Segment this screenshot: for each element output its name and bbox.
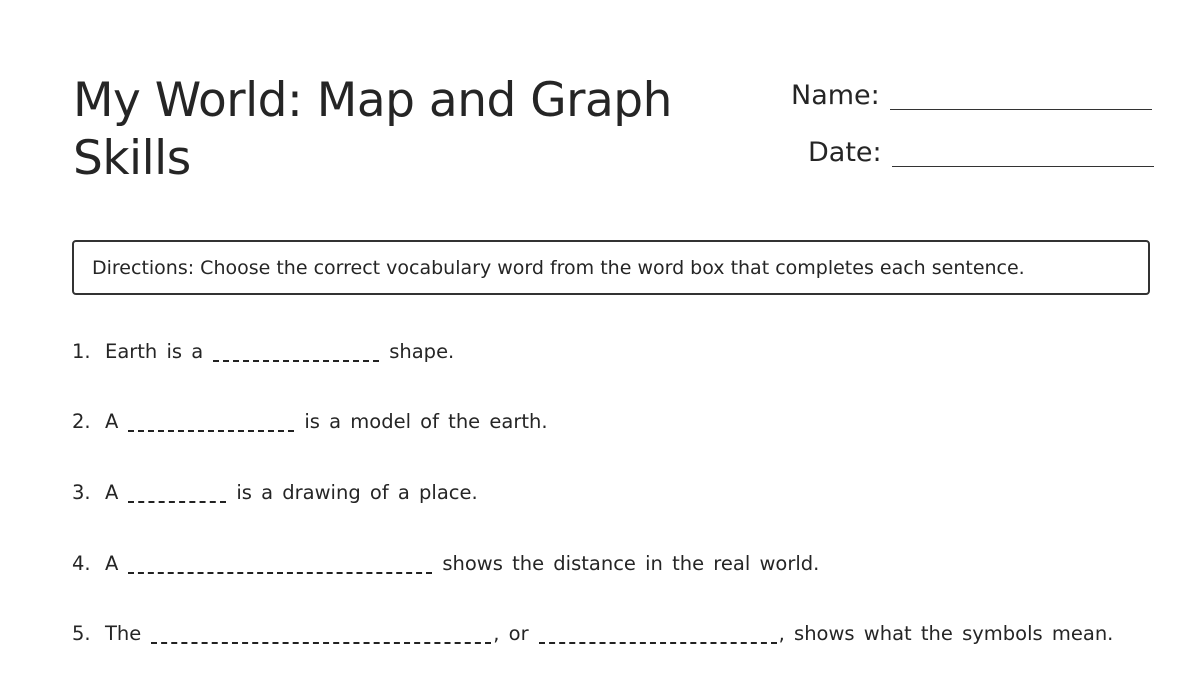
question-text-before: Earth is a <box>105 340 204 363</box>
date-field[interactable] <box>808 137 1154 169</box>
answer-blank[interactable] <box>151 642 491 644</box>
question-text-middle: , or <box>493 622 529 645</box>
question-text-after: shows the distance in the real world. <box>442 552 820 575</box>
name-label: Name: <box>791 80 880 111</box>
question-2 <box>72 410 548 433</box>
date-blank-line[interactable] <box>892 166 1154 167</box>
question-number: 4. <box>72 552 91 575</box>
question-number: 3. <box>72 481 91 504</box>
directions-text: Directions: Choose the correct vocabulary word from the word box that completes each sentence. <box>92 256 1025 279</box>
question-text-before: The <box>105 622 142 645</box>
question-text-after: shape. <box>389 340 455 363</box>
question-3 <box>72 481 478 504</box>
question-number: 2. <box>72 410 91 433</box>
question-5 <box>72 622 1113 645</box>
directions-box <box>72 240 1150 295</box>
answer-blank[interactable] <box>213 360 379 362</box>
question-text-before: A <box>105 552 119 575</box>
question-text-after: is a model of the earth. <box>304 410 548 433</box>
answer-blank[interactable] <box>128 430 294 432</box>
question-text-after: is a drawing of a place. <box>236 481 478 504</box>
name-blank-line[interactable] <box>890 109 1152 110</box>
question-4 <box>72 552 819 575</box>
question-number: 5. <box>72 622 91 645</box>
worksheet-title: My World: Map and Graph Skills <box>73 73 672 186</box>
question-text-before: A <box>105 481 119 504</box>
answer-blank[interactable] <box>539 642 777 644</box>
answer-blank[interactable] <box>128 501 226 503</box>
answer-blank[interactable] <box>128 572 432 574</box>
question-text-before: A <box>105 410 119 433</box>
question-1 <box>72 340 454 363</box>
question-text-after: , shows what the symbols mean. <box>778 622 1114 645</box>
date-label: Date: <box>808 137 882 168</box>
name-field[interactable] <box>791 80 1152 112</box>
question-number: 1. <box>72 340 91 363</box>
